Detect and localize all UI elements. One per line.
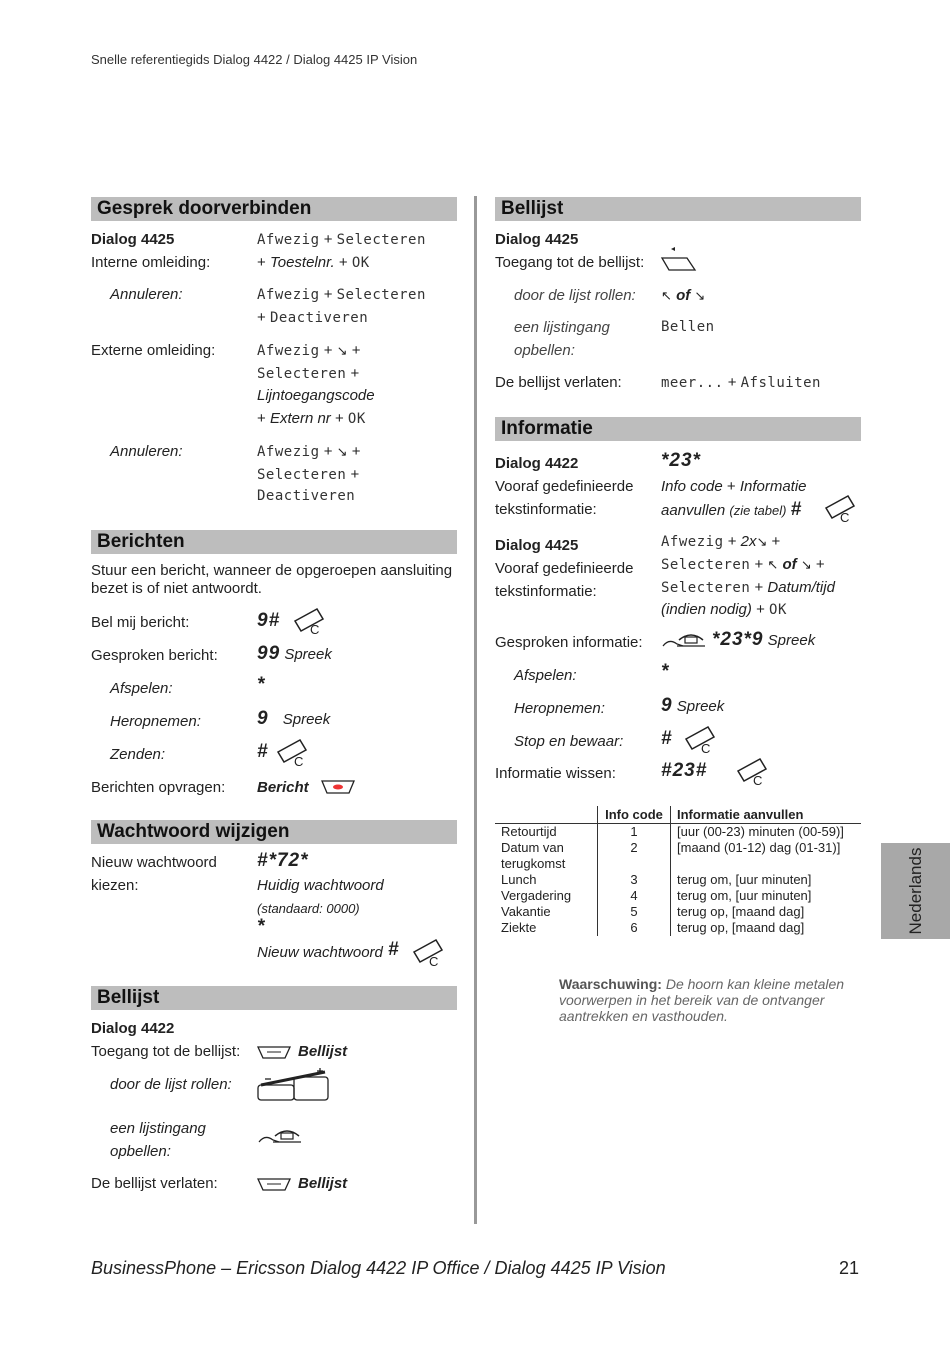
- table-cell-info: [maand (01-12) dag (01-31)]: [671, 840, 862, 872]
- datum-tijd-text: Datum/tijd: [767, 579, 835, 596]
- arrow-up-icon: ↖: [767, 557, 779, 572]
- softkey-list-icon: [661, 244, 697, 272]
- lcd-selecteren: Selecteren: [257, 467, 347, 483]
- table-cell-info: terug om, [uur minuten]: [671, 888, 862, 904]
- table-cell-code: 5: [598, 904, 671, 920]
- language-tab: [881, 843, 950, 939]
- plus: +: [323, 342, 333, 359]
- table-row: [495, 824, 861, 841]
- table-cell-code: 3: [598, 872, 671, 888]
- table-cell-info: terug op, [maand dag]: [671, 904, 862, 920]
- warning-note: [559, 976, 859, 1024]
- plus: +: [351, 443, 361, 460]
- key-star: *: [661, 661, 670, 682]
- key-99: 99: [257, 643, 281, 664]
- table-cell-name: Lunch: [501, 872, 537, 887]
- key-9: 9: [257, 708, 269, 729]
- dialog-4425-label: Dialog 4425: [91, 231, 175, 248]
- lcd-bellen: Bellen: [661, 319, 715, 335]
- plus: +: [754, 579, 764, 596]
- key-hash: #: [388, 939, 400, 960]
- clear-key-letter: C: [294, 754, 304, 769]
- vooraf2-label-line2: tekstinformatie:: [495, 583, 597, 600]
- toestelnr-text: Toestelnr.: [269, 254, 335, 271]
- table-cell-code: 1: [598, 824, 671, 841]
- vooraf2-value-line3: [661, 576, 835, 600]
- clear-key-letter: C: [310, 622, 320, 637]
- key-star-23-star-9: *23*9: [712, 629, 764, 650]
- plus: +: [771, 533, 781, 550]
- berichten-intro-line2: bezet is of niet antwoordt.: [91, 580, 262, 597]
- annuleren-label: Annuleren:: [110, 286, 183, 303]
- key-hash-23-hash: #23#: [661, 760, 708, 781]
- bellijst-verlaten-label: De bellijst verlaten:: [495, 374, 622, 391]
- bellijst-verlaten-label: De bellijst verlaten:: [91, 1175, 218, 1192]
- arrow-up-icon: ↖: [661, 288, 672, 303]
- lijstingang-label-line1: een lijstingang: [110, 1120, 206, 1137]
- handset-off-hook-icon: [257, 1124, 303, 1146]
- externe-value-line4: [257, 407, 366, 431]
- clear-key-letter: C: [429, 954, 439, 969]
- annuleren2-label: Annuleren:: [110, 443, 183, 460]
- section-title-berichten: Berichten: [91, 530, 457, 554]
- volume-rocker-icon: [257, 1068, 331, 1102]
- key-star-23-star: *23*: [661, 450, 701, 471]
- berichten-intro-line1: Stuur een bericht, wanneer de opgeroepen aansluiting: [91, 562, 453, 579]
- vooraf-value-line1: [661, 475, 807, 498]
- key-hash: #: [661, 728, 673, 749]
- vooraf2-label-line1: Vooraf gedefinieerde: [495, 560, 634, 577]
- arrow-down-icon: ↘: [336, 343, 348, 358]
- footer-title: BusinessPhone – Ericsson Dialog 4422 IP Office / Dialog 4425 IP Vision: [91, 1258, 666, 1278]
- section-title-bellijst-right: Bellijst: [495, 197, 861, 221]
- vooraf-label-line2: tekstinformatie:: [495, 501, 597, 518]
- bellijst-key-text: Bellijst: [298, 1175, 348, 1192]
- running-header: Snelle referentiegids Dialog 4422 / Dialog 4425 IP Vision: [91, 52, 418, 67]
- plus: +: [350, 466, 360, 483]
- annuleren-value-line1: [257, 283, 426, 307]
- externe-omleiding-label: Externe omleiding:: [91, 342, 216, 359]
- lcd-ok: OK: [351, 255, 370, 271]
- dialog-4422-label: Dialog 4422: [495, 455, 579, 472]
- toegang-bellijst-label: Toegang tot de bellijst:: [91, 1043, 241, 1060]
- plus: +: [323, 443, 333, 460]
- externe-value-line2: [257, 362, 359, 386]
- table-row: [495, 888, 861, 904]
- table-cell-code: 4: [598, 888, 671, 904]
- nieuw-wachtwoord-label: Nieuw wachtwoord: [91, 854, 217, 871]
- table-cell-info: terug op, [maand dag]: [671, 920, 862, 936]
- extern-nr-text: Extern nr: [269, 410, 331, 427]
- plus: +: [350, 365, 360, 382]
- arrow-down-icon: ↘: [800, 557, 812, 572]
- table-row: [495, 904, 861, 920]
- toegang-bellijst-label: Toegang tot de bellijst:: [495, 254, 645, 271]
- lcd-afwezig: Afwezig: [257, 287, 320, 303]
- language-tab-label: Nederlands: [905, 847, 925, 935]
- lcd-afwezig: Afwezig: [257, 232, 320, 248]
- gesprek-row1-value: [257, 228, 426, 252]
- table-cell-info: terug om, [uur minuten]: [671, 872, 862, 888]
- lijntoegangscode-text: Lijntoegangscode: [257, 387, 375, 404]
- heropnemen-value: [661, 694, 724, 718]
- annuleren-value-line2: [257, 306, 368, 330]
- door-lijst-rollen-label: door de lijst rollen:: [514, 287, 636, 304]
- message-key-icon: [321, 778, 355, 796]
- plus: +: [727, 533, 737, 550]
- dialog-4425-label: Dialog 4425: [495, 537, 579, 554]
- table-row: [495, 872, 861, 888]
- column-divider: [474, 196, 477, 1224]
- clear-key-letter: C: [701, 741, 711, 756]
- informatie-text: Informatie: [739, 478, 807, 495]
- gesproken-bericht-value: [257, 642, 332, 666]
- vooraf-value-line2: [661, 498, 802, 522]
- interne-omleiding-value: [257, 251, 370, 275]
- section-title-gesprek: Gesprek doorverbinden: [91, 197, 457, 221]
- afspelen-label: Afspelen:: [514, 667, 577, 684]
- plus: +: [257, 254, 266, 271]
- bellijst-key-text: Bellijst: [298, 1043, 348, 1060]
- zenden-label: Zenden:: [110, 746, 166, 763]
- lcd-deactiveren: Deactiveren: [269, 310, 369, 326]
- informatie-wissen-label: Informatie wissen:: [495, 765, 616, 782]
- lcd-selecteren: Selecteren: [336, 232, 426, 248]
- gesproken-informatie-label: Gesproken informatie:: [495, 634, 643, 651]
- plus: +: [334, 410, 344, 427]
- table-header-empty: [495, 806, 598, 824]
- gesproken-bericht-label: Gesproken bericht:: [91, 647, 218, 664]
- table-cell-code: 6: [598, 920, 671, 936]
- annuleren2-line1: [257, 440, 360, 464]
- list-key-icon: [257, 1176, 291, 1192]
- plus: +: [756, 601, 765, 618]
- heropnemen-label: Heropnemen:: [110, 713, 201, 730]
- plus: +: [323, 286, 333, 303]
- vooraf2-value-line4: [661, 598, 787, 622]
- lcd-selecteren: Selecteren: [661, 557, 751, 573]
- arrow-down-icon: ↘: [756, 534, 768, 549]
- spreek-text: Spreek: [284, 646, 332, 663]
- afspelen-label: Afspelen:: [110, 680, 173, 697]
- lcd-meer: meer...: [661, 375, 724, 391]
- info-code-table: [495, 806, 861, 936]
- of-text: of: [676, 287, 691, 304]
- rollen-value: [661, 284, 705, 307]
- table-cell-name: Retourtijd: [501, 824, 557, 839]
- spreek-text: Spreek: [282, 711, 331, 728]
- warning-text: De hoorn kan kleine metalen voorwerpen in het bereik van de ontvanger aantrekken en vasthouden.: [559, 976, 845, 1024]
- bellijst-verlaten-value: [661, 371, 821, 395]
- plus: +: [351, 342, 361, 359]
- externe-value-line1: [257, 339, 360, 363]
- table-header-row: [495, 806, 861, 824]
- aanvullen-text: aanvullen: [661, 502, 726, 519]
- plus: +: [726, 478, 736, 495]
- dialog-4425-label: Dialog 4425: [495, 231, 579, 248]
- lcd-afwezig: Afwezig: [661, 534, 724, 550]
- plus: +: [257, 410, 266, 427]
- handset-off-hook-icon: [661, 628, 707, 650]
- plus: +: [815, 556, 825, 573]
- table-cell-name: Vergadering: [501, 888, 572, 903]
- table-cell-info: [uur (00-23) minuten (00-59)]: [671, 824, 862, 841]
- warning-label: Waarschuwing:: [559, 976, 662, 992]
- interne-omleiding-label: Interne omleiding:: [91, 254, 211, 271]
- key-9: 9: [661, 695, 673, 716]
- key-star: *: [257, 674, 266, 695]
- lijstingang-label-line1: een lijstingang: [514, 319, 610, 336]
- nieuw-wachtwoord-text: Nieuw wachtwoord: [257, 944, 383, 961]
- lcd-selecteren: Selecteren: [257, 366, 347, 382]
- info-code-text: Info code: [661, 478, 723, 495]
- berichten-opvragen-label: Berichten opvragen:: [91, 779, 226, 796]
- vooraf-label-line1: Vooraf gedefinieerde: [495, 478, 634, 495]
- plus: +: [338, 254, 348, 271]
- clear-key-letter: C: [753, 773, 763, 788]
- table-cell-name: Ziekte: [501, 920, 537, 935]
- key-star: *: [257, 916, 266, 937]
- section-title-bellijst-left: Bellijst: [91, 986, 457, 1010]
- lcd-deactiveren: Deactiveren: [257, 488, 356, 504]
- lcd-selecteren: Selecteren: [661, 580, 751, 596]
- indien-nodig-text: (indien nodig): [661, 601, 752, 618]
- stop-en-bewaar-label: Stop en bewaar:: [514, 733, 624, 750]
- lcd-selecteren: Selecteren: [336, 287, 426, 303]
- vooraf2-value-line2: [661, 553, 825, 577]
- lcd-afsluiten: Afsluiten: [740, 375, 821, 391]
- key-hash-star-72-star: #*72*: [257, 850, 309, 871]
- clear-key-icon: [276, 738, 310, 766]
- section-title-wachtwoord: Wachtwoord wijzigen: [91, 820, 457, 844]
- table-cell-name: Datum van terugkomst: [501, 840, 566, 871]
- heropnemen-value: [257, 707, 330, 731]
- of-text: of: [782, 556, 797, 573]
- dialog-4422-label: Dialog 4422: [91, 1020, 175, 1037]
- key-9-hash: 9#: [257, 610, 281, 631]
- huidig-wachtwoord-text: Huidig wachtwoord: [257, 877, 384, 894]
- key-hash: #: [790, 499, 803, 520]
- list-key-icon: [257, 1044, 291, 1060]
- table-header-info-code: Info code: [598, 806, 671, 824]
- section-title-informatie: Informatie: [495, 417, 861, 441]
- lcd-ok: OK: [347, 411, 366, 427]
- gesproken-informatie-value: [712, 628, 815, 652]
- table-cell-code: 2: [598, 840, 671, 872]
- vooraf2-value-line1: [661, 530, 780, 554]
- plus: +: [257, 309, 266, 326]
- kiezen-label: kiezen:: [91, 877, 139, 894]
- lijstingang-label-line2: opbellen:: [514, 342, 575, 359]
- clear-key-letter: C: [840, 510, 850, 525]
- lcd-afwezig: Afwezig: [257, 444, 320, 460]
- spreek-text: Spreek: [767, 632, 816, 649]
- arrow-down-icon: ↘: [694, 288, 706, 303]
- 2x-text: 2x: [740, 533, 757, 550]
- lcd-afwezig: Afwezig: [257, 343, 320, 359]
- spreek-text: Spreek: [676, 698, 725, 715]
- arrow-down-icon: ↘: [336, 444, 348, 459]
- table-row: [495, 840, 861, 872]
- bel-mij-label: Bel mij bericht:: [91, 614, 190, 631]
- heropnemen-label: Heropnemen:: [514, 700, 605, 717]
- bericht-key-text: Bericht: [257, 779, 309, 796]
- table-header-informatie-aanvullen: Informatie aanvullen: [671, 806, 862, 824]
- door-lijst-rollen-label: door de lijst rollen:: [110, 1076, 232, 1093]
- plus: +: [323, 231, 333, 248]
- table-cell-name: Vakantie: [501, 904, 551, 919]
- plus: +: [727, 374, 737, 391]
- plus: +: [754, 556, 764, 573]
- standaard-text: (standaard: 0000): [257, 901, 360, 916]
- annuleren2-line2: [257, 463, 359, 487]
- lijstingang-label-line2: opbellen:: [110, 1143, 171, 1160]
- zie-tabel-text: (zie tabel): [729, 503, 787, 518]
- lcd-ok: OK: [769, 602, 787, 618]
- key-hash: #: [257, 741, 269, 762]
- table-row: [495, 920, 861, 936]
- page-number: 21: [839, 1258, 860, 1278]
